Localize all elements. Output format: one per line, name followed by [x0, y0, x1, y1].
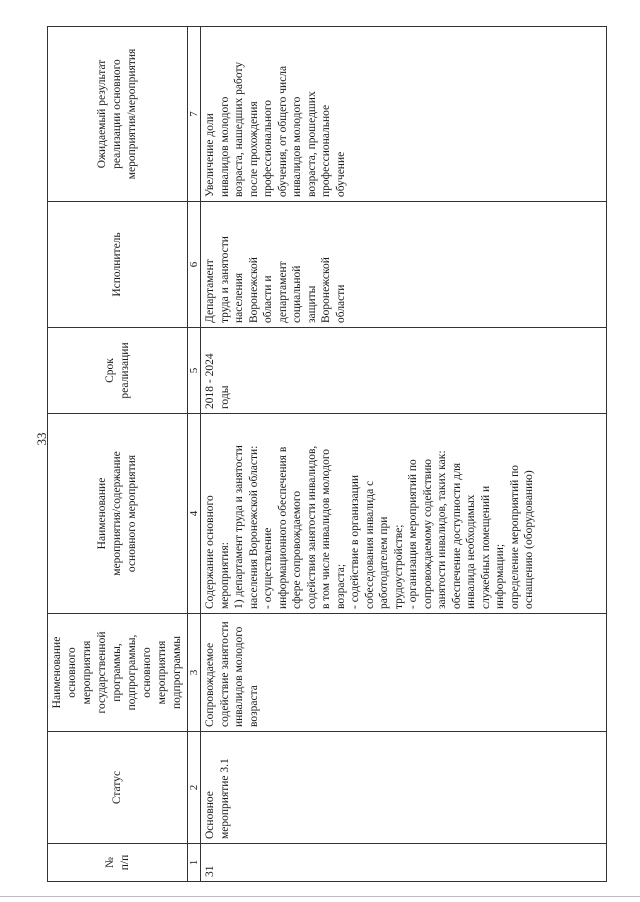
column-number: 2 — [188, 732, 201, 844]
column-number: 5 — [188, 328, 201, 414]
row-number: 31 — [201, 844, 607, 882]
header-number: № п/п — [48, 844, 188, 882]
header-program-name: Наименование основного мероприятия государственной программы, подпрограммы, основного мероприятия подпрограммы — [48, 614, 188, 732]
header-status: Статус — [48, 732, 188, 844]
program-table — [47, 26, 607, 882]
column-number: 1 — [188, 844, 201, 882]
column-number: 4 — [188, 414, 201, 614]
header-executor: Исполнитель — [48, 202, 188, 328]
row-program-name: Сопровождаемое содействие занятости инвалидов молодого возраста — [201, 614, 607, 732]
column-number: 6 — [188, 202, 201, 328]
row-status: Основное мероприятие 3.1 — [201, 732, 607, 844]
row-period: 2018 - 2024 годы — [201, 328, 607, 414]
column-number: 3 — [188, 614, 201, 732]
header-period: Срок реализации — [48, 328, 188, 414]
column-number-row — [188, 27, 201, 882]
column-number: 7 — [188, 27, 201, 202]
header-measure-content: Наименование мероприятия/содержание основного мероприятия — [48, 414, 188, 614]
row-measure-content: Содержание основного мероприятия: 1) департамент труда и занятости населения Воронежской области: - осуществление информационного обеспечения в сфере сопровождаемого содействия занятости инвалидов, в том числе инвалидов молодого возраста; - содействие в организации собеседования инвалида с работодателем при трудоустройстве; - организация мероприятий по сопровождаемому содействию занятости инвалидов, таких как: обеспечение доступности для инвалида необходимых служебных помещений и информации; определение мероприятий по оснащению (оборудованию) — [201, 414, 607, 614]
header-row — [48, 27, 188, 882]
row-executor: Департамент труда и занятости населения Воронежской области и департамент социальной защиты Воронежской области — [201, 202, 607, 328]
header-expected-result: Ожидаемый результат реализации основного мероприятия/мероприятия — [48, 27, 188, 202]
rotated-table-wrapper — [47, 27, 607, 882]
table-row — [201, 27, 607, 882]
page-number: 33 — [34, 432, 49, 446]
row-expected-result: Увеличение доли инвалидов молодого возраста, нашедших работу после прохождения профессионального обучения, от общего числа инвалидов молодого возраста, прошедших профессиональное обучение — [201, 27, 607, 202]
scan-edge-divider — [0, 896, 640, 897]
